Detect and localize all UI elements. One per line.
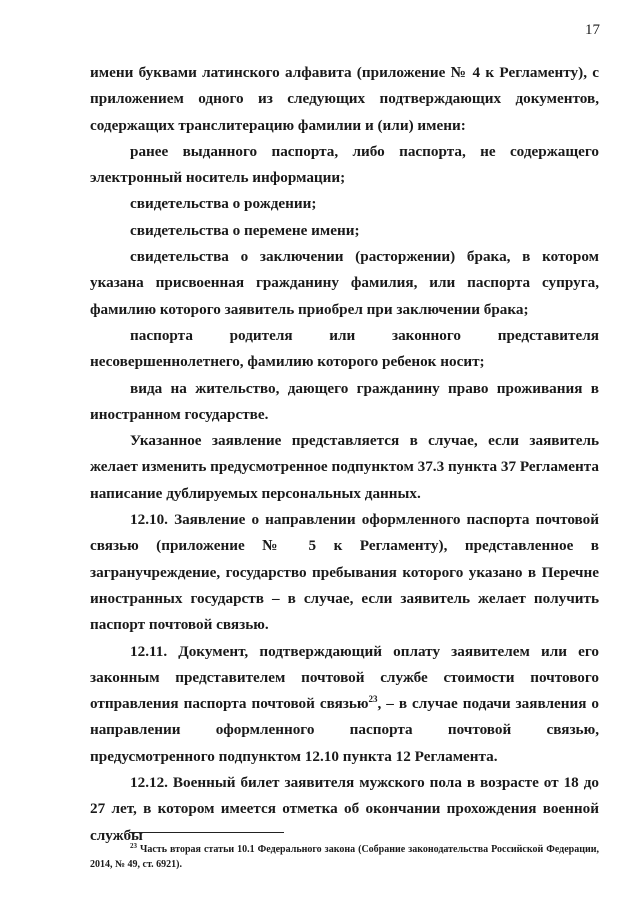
paragraph: свидетельства о заключении (расторжении) брака, в котором указана присвоенная гражданину фамилия, или паспорта супруга, фамилию которого заявитель приобрел при заключении брака; — [90, 248, 599, 318]
page-number: 17 — [585, 22, 600, 38]
paragraph-text: , – в случае подачи заявления о направлении оформленного паспорта почтовой связью, предусмотренного подпунктом 12.10 пункта 12 Регламента. — [90, 695, 599, 765]
paragraph-12-10: 12.10. Заявление о направлении оформленного паспорта почтовой связью (приложение № 5 к Регламенту), представленное в загранучреждение, государство пребывания которого указано в Перечне иностранных государств – в случае, если заявитель желает получить паспорт почтовой связью. — [90, 511, 599, 634]
footnote-text: Часть вторая статьи 10.1 Федерального закона (Собрание законодательства Российской Федерации, 2014, № 49, ст. 6921). — [90, 844, 600, 870]
paragraph: свидетельства о перемене имени; — [130, 221, 360, 239]
footnote — [90, 842, 599, 872]
footnote-separator — [129, 832, 284, 833]
footnote-reference: 23 — [368, 694, 378, 705]
document-body — [90, 60, 599, 849]
paragraph-12-11 — [90, 639, 599, 770]
paragraph-text: 12.11. Документ, подтверждающий оплату заявителем или его законным представителем почтовой службе стоимости почтового отправления паспорта почтовой связью — [90, 642, 599, 713]
paragraph: свидетельства о рождении; — [130, 195, 317, 213]
paragraph: имени буквами латинского алфавита (приложение № 4 к Регламенту), с приложением одного из следующих подтверждающих документов, содержащих транслитерацию фамилии и (или) имени: — [90, 64, 599, 134]
paragraph: вида на жительство, дающего гражданину право проживания в иностранном государстве. — [90, 379, 599, 423]
paragraph-12-12: 12.12. Военный билет заявителя мужского пола в возрасте от 18 до 27 лет, в котором имеется отметка об окончании прохождения военной службы — [90, 774, 599, 844]
paragraph: Указанное заявление представляется в случае, если заявитель желает изменить предусмотренное подпунктом 37.3 пункта 37 Регламента написание дублируемых персональных данных. — [90, 432, 599, 502]
paragraph: паспорта родителя или законного представителя несовершеннолетнего, фамилию которого ребенок носит; — [90, 326, 599, 371]
footnote-number: 23 — [130, 842, 137, 850]
paragraph: ранее выданного паспорта, либо паспорта, не содержащего электронный носитель информации; — [90, 142, 599, 187]
